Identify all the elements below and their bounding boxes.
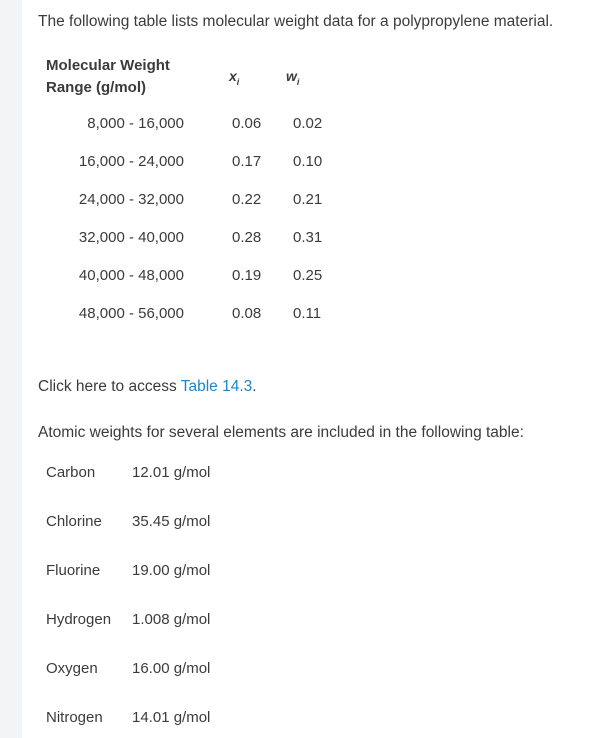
mw-range-header — [46, 55, 170, 99]
wi-cell: 0.25 — [293, 267, 323, 284]
mw-range-cell: 8,000 - 16,000 — [87, 115, 184, 132]
table-14-3-link[interactable]: Table 14.3 — [180, 378, 253, 395]
xi-cell: 0.19 — [232, 267, 262, 284]
element-row — [22, 562, 603, 584]
mw-range-cell: 48,000 - 56,000 — [78, 305, 184, 322]
intro-text: The following table lists molecular weight data for a polypropylene material. — [38, 13, 554, 30]
wi-column-header — [286, 68, 299, 87]
element-weight: 19.00 g/mol — [132, 562, 211, 579]
element-weight: 12.01 g/mol — [132, 464, 211, 481]
element-row — [22, 513, 603, 535]
mw-range-cell: 16,000 - 24,000 — [78, 153, 184, 170]
wi-cell: 0.21 — [293, 191, 323, 208]
element-name: Fluorine — [46, 562, 101, 579]
xi-cell: 0.28 — [232, 229, 262, 246]
table-row — [22, 115, 603, 137]
mw-range-cell: 32,000 - 40,000 — [78, 229, 184, 246]
access-prefix: Click here to access — [38, 378, 181, 395]
element-weight: 14.01 g/mol — [132, 709, 211, 726]
table-row — [22, 267, 603, 289]
element-row — [22, 709, 603, 731]
element-name: Hydrogen — [46, 611, 112, 628]
wi-cell: 0.10 — [293, 153, 323, 170]
table-row — [22, 191, 603, 213]
atomic-weights-intro: Atomic weights for several elements are included in the following table: — [38, 424, 524, 441]
table-row — [22, 153, 603, 175]
element-weight: 16.00 g/mol — [132, 660, 211, 677]
xi-cell: 0.06 — [232, 115, 262, 132]
xi-cell: 0.17 — [232, 153, 262, 170]
xi-header-letter: x — [229, 68, 237, 84]
element-row — [22, 611, 603, 633]
xi-header-subscript: i — [236, 76, 240, 87]
mw-range-cell: 40,000 - 48,000 — [78, 267, 184, 284]
wi-cell: 0.02 — [293, 115, 323, 132]
element-name: Chlorine — [46, 513, 102, 530]
element-weight: 35.45 g/mol — [132, 513, 211, 530]
element-name: Oxygen — [46, 660, 98, 677]
wi-header-subscript: i — [296, 76, 300, 87]
mw-range-header-line2: Range (g/mol) — [46, 79, 146, 96]
xi-cell: 0.08 — [232, 305, 262, 322]
content-panel — [22, 0, 603, 738]
table-row — [22, 305, 603, 327]
wi-cell: 0.11 — [293, 305, 322, 322]
element-row — [22, 464, 603, 486]
mw-range-cell: 24,000 - 32,000 — [78, 191, 184, 208]
table-row — [22, 229, 603, 251]
element-row — [22, 660, 603, 682]
access-suffix: . — [252, 378, 257, 395]
mw-range-header-line1: Molecular Weight — [46, 57, 170, 74]
wi-header-letter: w — [286, 68, 297, 84]
element-name: Carbon — [46, 464, 96, 481]
xi-column-header — [229, 68, 239, 87]
xi-cell: 0.22 — [232, 191, 262, 208]
wi-cell: 0.31 — [293, 229, 323, 246]
table-access-line — [38, 378, 257, 396]
element-name: Nitrogen — [46, 709, 103, 726]
element-weight: 1.008 g/mol — [132, 611, 211, 628]
